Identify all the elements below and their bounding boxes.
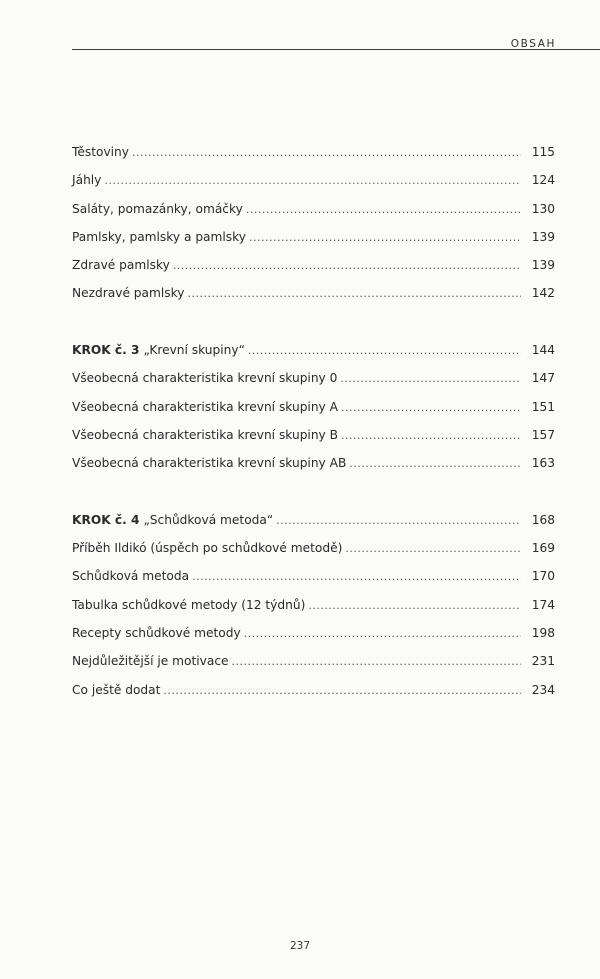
section-number: KROK č. 4 (72, 512, 140, 527)
toc-entry (72, 654, 555, 682)
toc-entry-page: 198 (531, 626, 555, 641)
dot-leader (246, 203, 521, 216)
toc-entry-page: 139 (531, 258, 555, 273)
dot-leader (232, 655, 521, 668)
toc-entry-page: 231 (531, 654, 555, 669)
toc-entry-title: Nezdravé pamlsky (72, 286, 185, 301)
toc-entry (72, 400, 555, 428)
toc-entry-page: 144 (531, 343, 555, 358)
toc-entry-title: Těstoviny (72, 145, 129, 159)
toc-entry-title: Příběh Ildikó (úspěch po schůdkové metodě) (72, 541, 343, 556)
running-header (72, 38, 600, 48)
dot-leader (163, 684, 521, 697)
toc-section-heading (72, 513, 555, 541)
dot-leader (340, 372, 521, 385)
toc-entry-title: Schůdková metoda (72, 569, 190, 584)
section-title: „Schůdková metoda“ (143, 512, 274, 527)
toc-entry-title: Pamlsky, pamlsky a pamlsky (72, 229, 246, 244)
toc-entry-title: Tabulka schůdkové metody (12 týdnů) (72, 597, 306, 612)
toc-entry-page: 115 (531, 145, 555, 159)
dot-leader (248, 344, 521, 357)
toc-entry-page: 174 (531, 597, 555, 612)
toc-section-heading (72, 343, 555, 371)
dot-leader (341, 429, 521, 442)
toc-entry-page: 170 (531, 569, 555, 584)
toc-entry-title: Všeobecná charakteristika krevní skupiny 0 (72, 371, 338, 386)
toc-entry (72, 258, 555, 286)
toc-entry-title: Saláty, pomazánky, omáčky (72, 201, 243, 216)
toc-entry (72, 683, 555, 711)
toc-entry-title: Jáhly (72, 173, 102, 188)
toc-entry-page: 139 (531, 229, 555, 244)
toc-entry (72, 230, 555, 258)
header-label: OBSAH (510, 38, 556, 50)
section-number: KROK č. 3 (72, 343, 140, 358)
dot-leader (104, 174, 521, 187)
toc-entry-page: 234 (531, 682, 555, 697)
toc-entry-title: Všeobecná charakteristika krevní skupiny B (72, 427, 338, 442)
toc-entry-page: 169 (531, 541, 555, 556)
toc-entry-page: 147 (531, 371, 555, 386)
section-title: „Krevní skupiny“ (143, 343, 245, 358)
toc-entry (72, 569, 555, 597)
toc-entry (72, 286, 555, 314)
dot-leader (345, 542, 521, 555)
toc-entry (72, 371, 555, 399)
toc-entry-page: 151 (531, 399, 555, 414)
toc-entry-title: Zdravé pamlsky (72, 258, 170, 273)
toc-entry-title: Všeobecná charakteristika krevní skupiny AB (72, 456, 347, 471)
page-number: 237 (289, 940, 311, 952)
toc-entry-title: Všeobecná charakteristika krevní skupiny A (72, 399, 338, 414)
dot-leader (244, 627, 521, 640)
toc-entry-page: 157 (531, 427, 555, 442)
dot-leader (173, 259, 521, 272)
toc-entry-page: 124 (531, 173, 555, 188)
dot-leader (132, 146, 521, 159)
toc-entry-page: 168 (531, 512, 555, 527)
toc-entry (72, 145, 555, 173)
toc-entry (72, 428, 555, 456)
dot-leader (192, 570, 521, 583)
dot-leader (349, 457, 521, 470)
header-rule (72, 49, 600, 50)
toc-entry-title: Nejdůležitější je motivace (72, 654, 229, 669)
toc-entry (72, 598, 555, 626)
toc-entry (72, 173, 555, 201)
dot-leader (187, 287, 521, 300)
dot-leader (341, 401, 521, 414)
toc-entry-page: 163 (531, 456, 555, 471)
toc-entry (72, 456, 555, 484)
table-of-contents (72, 145, 555, 711)
toc-section-title (72, 343, 245, 357)
dot-leader (276, 514, 521, 527)
dot-leader (249, 231, 521, 244)
toc-entry-title: Recepty schůdkové metody (72, 626, 241, 641)
toc-entry-title: Co ještě dodat (72, 682, 161, 697)
toc-entry (72, 202, 555, 230)
dot-leader (308, 599, 521, 612)
toc-entry (72, 626, 555, 654)
toc-entry (72, 541, 555, 569)
toc-entry-page: 142 (531, 286, 555, 301)
toc-section-title (72, 513, 273, 527)
toc-entry-page: 130 (531, 201, 555, 216)
